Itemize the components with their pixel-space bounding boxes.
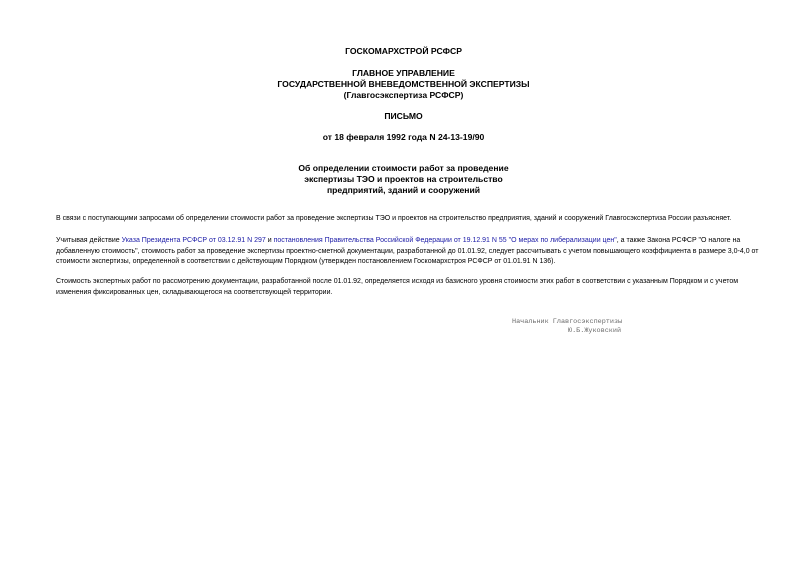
signature-name: Ю.Б.Жуковский [568,327,622,335]
decree-link[interactable]: Указа Президента РСФСР от 03.12.91 N 297 [121,237,266,244]
paragraph-3 [56,277,772,298]
paragraph-1-text: В связи с поступающими запросами об определении стоимости работ за проведение экспертизы ТЭО и проектов на строительство предприятия, зданий и сооружений Главгосэкспертиза России разъясняет. [56,215,732,222]
subject-line-2: экспертизы ТЭО и проектов на строительство [304,174,503,184]
paragraph-2-sep: и [265,237,274,244]
paragraph-3-text: Стоимость экспертных работ по рассмотрению документации, разработанной после 01.01.92, определяется исходя из базисного уровня стоимости этих работ в соответствии с указанным Порядком и с учетом изменения фиксированных цен, складывающегося на соответствующей территории. [56,278,739,296]
paragraph-2-prefix: Учитывая действие [56,237,122,244]
paragraph-2-rest: , а также Закона РСФСР "О налоге на добавленную стоимость", стоимость работ за проведение экспертизы проектно-сметной документации, разработанной до 01.01.92, следует рассчитывать с учетом повышающего коэффициента в размере 3,0-4,0 от стоимости экспертизы, определенной в соответствии с действующим Порядком (утвержден постановлением Госкомархстроя РСФСР от 01.01.91 N 136). [56,237,759,265]
subject-line-3: предприятий, зданий и сооружений [326,185,481,195]
paragraph-1 [56,214,772,225]
org-name: ГОСКОМАРХСТРОЙ РСФСР [345,46,462,56]
dept-line-2: ГОСУДАРСТВЕННОЙ ВНЕВЕДОМСТВЕННОЙ ЭКСПЕРТИЗЫ [277,79,530,89]
doc-type: ПИСЬМО [384,111,423,121]
subject-line-1: Об определении стоимости работ за проведение [298,163,509,173]
dept-line-3: (Главгосэкспертиза РСФСР) [343,90,464,100]
dept-line-1: ГЛАВНОЕ УПРАВЛЕНИЕ [352,68,455,78]
paragraph-2 [56,236,772,268]
resolution-link[interactable]: постановления Правительства Российской Федерации от 19.12.91 N 55 "О мерах по либерализации цен" [273,237,617,244]
doc-date-number: от 18 февраля 1992 года N 24-13-19/90 [322,132,485,142]
signature-title: Начальник Главгосэкспертизы [512,318,623,326]
